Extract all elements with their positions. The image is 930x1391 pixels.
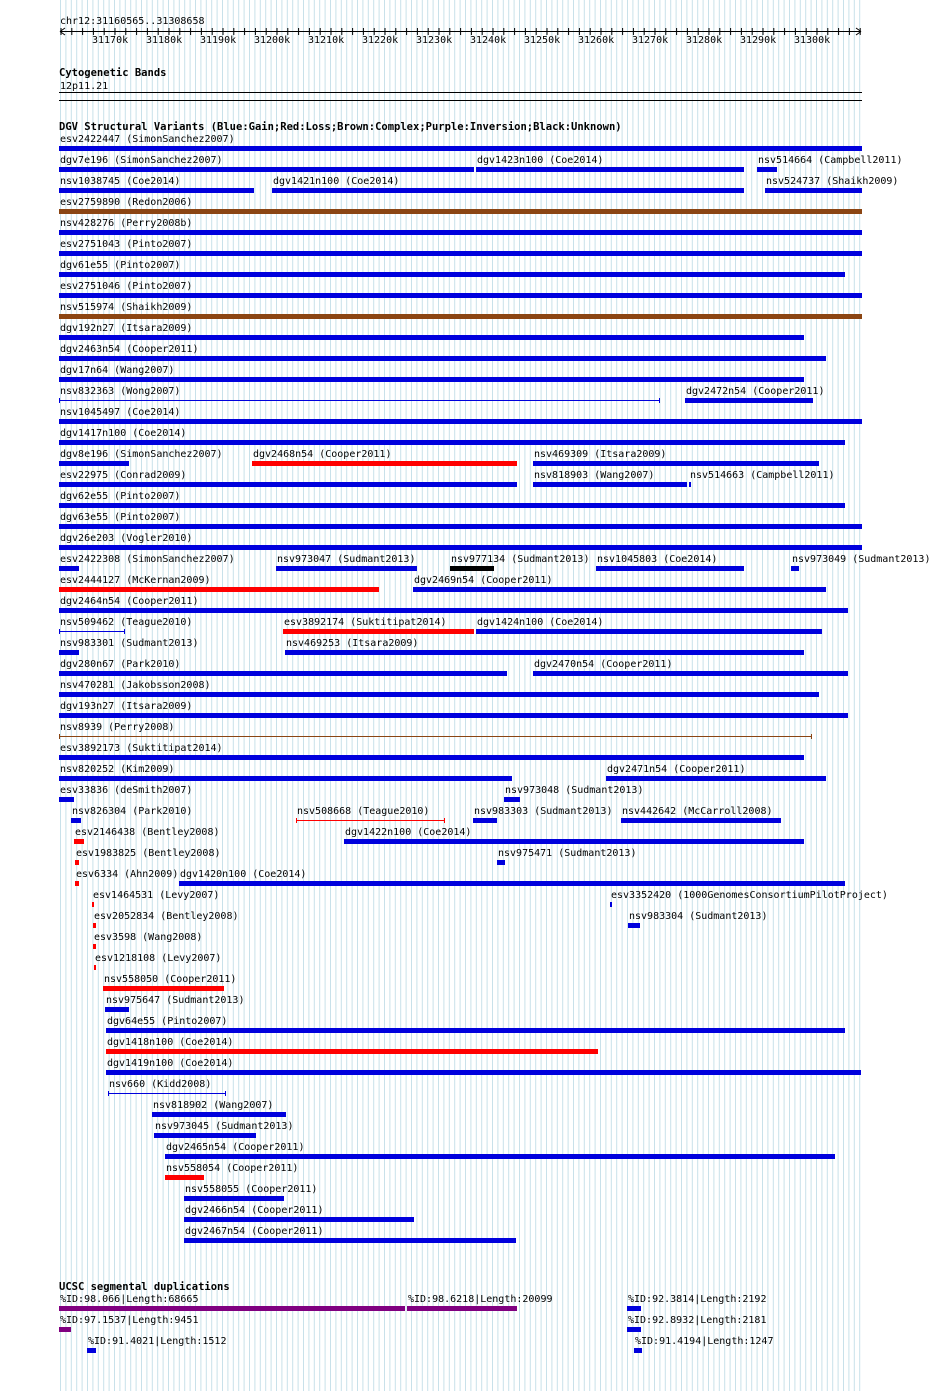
dgv-feature-bar[interactable] <box>184 1196 284 1201</box>
dgv-feature-label[interactable]: nsv983301 (Sudmant2013) <box>60 638 199 649</box>
ruler-tick-label: 31220k <box>362 35 399 46</box>
ruler-tick-label: 31170k <box>92 35 129 46</box>
dgv-feature-bar[interactable] <box>59 713 848 718</box>
dgv-feature-line[interactable] <box>59 631 124 632</box>
segdup-feature-label[interactable]: %ID:91.4021|Length:1512 <box>88 1336 227 1347</box>
dgv-feature-bar[interactable] <box>59 650 79 655</box>
dgv-feature-bar[interactable] <box>59 419 862 424</box>
dgv-feature-bar[interactable] <box>75 860 79 865</box>
dgv-feature-label[interactable]: nsv820252 (Kim2009) <box>60 764 175 775</box>
dgv-track-title[interactable]: DGV Structural Variants (Blue:Gain;Red:Loss;Brown:Complex;Purple:Inversion;Black:Unknown) <box>59 121 622 133</box>
segdup-feature-label[interactable]: %ID:91.4194|Length:1247 <box>635 1336 774 1347</box>
dgv-feature-label[interactable]: nsv818902 (Wang2007) <box>153 1100 274 1111</box>
dgv-feature-label[interactable]: dgv1422n100 (Coe2014) <box>345 827 472 838</box>
segdup-feature-bar[interactable] <box>627 1306 641 1311</box>
dgv-feature-bar[interactable] <box>344 839 804 844</box>
dgv-feature-bar[interactable] <box>105 1007 129 1012</box>
dgv-feature-bar[interactable] <box>75 881 79 886</box>
dgv-feature-label[interactable]: dgv1421n100 (Coe2014) <box>273 176 400 187</box>
dgv-feature-label[interactable]: esv33836 (deSmith2007) <box>60 785 193 796</box>
dgv-feature-bar[interactable] <box>504 797 520 802</box>
dgv-feature-label[interactable]: nsv973047 (Sudmant2013) <box>277 554 416 565</box>
dgv-feature-label[interactable]: esv1464531 (Levy2007) <box>93 890 220 901</box>
dgv-feature-bar[interactable] <box>59 566 79 571</box>
dgv-feature-bar[interactable] <box>533 461 819 466</box>
segdup-feature-bar[interactable] <box>59 1327 71 1332</box>
dgv-feature-bar[interactable] <box>272 188 744 193</box>
dgv-feature-bar[interactable] <box>152 1112 286 1117</box>
dgv-feature-bar[interactable] <box>59 209 862 214</box>
dgv-feature-bar[interactable] <box>596 566 744 571</box>
dgv-feature-bar[interactable] <box>59 776 512 781</box>
dgv-feature-label[interactable]: dgv8e196 (SimonSanchez2007) <box>60 449 223 460</box>
dgv-feature-label[interactable]: nsv975647 (Sudmant2013) <box>106 995 245 1006</box>
dgv-feature-bar[interactable] <box>628 923 640 928</box>
dgv-feature-label[interactable]: esv6334 (Ahn2009) <box>76 869 179 880</box>
dgv-feature-bar[interactable] <box>184 1217 414 1222</box>
dgv-feature-bar[interactable] <box>276 566 417 571</box>
dgv-feature-bar[interactable] <box>59 608 848 613</box>
ruler-tick-label: 31270k <box>632 35 669 46</box>
dgv-feature-label[interactable]: esv2052834 (Bentley2008) <box>94 911 239 922</box>
dgv-feature-bar[interactable] <box>59 545 862 550</box>
cytoband-line-bottom <box>59 100 862 101</box>
dgv-feature-label[interactable]: dgv2471n54 (Cooper2011) <box>607 764 746 775</box>
dgv-feature-endcap <box>59 734 60 739</box>
segdup-feature-label[interactable]: %ID:98.6218|Length:20099 <box>408 1294 553 1305</box>
dgv-feature-endcap <box>59 629 60 634</box>
dgv-feature-bar[interactable] <box>59 335 804 340</box>
dgv-feature-label[interactable]: esv3352420 (1000GenomesConsortiumPilotProject) <box>611 890 888 901</box>
dgv-feature-bar[interactable] <box>93 944 96 949</box>
dgv-feature-bar[interactable] <box>184 1238 516 1243</box>
dgv-feature-label[interactable]: dgv1423n100 (Coe2014) <box>477 155 604 166</box>
cytoband-title: Cytogenetic Bands <box>59 67 167 79</box>
dgv-feature-label[interactable]: nsv977134 (Sudmant2013) <box>451 554 590 565</box>
dgv-feature-bar[interactable] <box>106 1070 861 1075</box>
dgv-feature-endcap <box>59 398 60 403</box>
dgv-feature-label[interactable]: dgv2467n54 (Cooper2011) <box>185 1226 324 1237</box>
dgv-feature-label[interactable]: nsv515974 (Shaikh2009) <box>60 302 193 313</box>
dgv-feature-label[interactable]: nsv973049 (Sudmant2013) <box>792 554 930 565</box>
dgv-feature-bar[interactable] <box>791 566 799 571</box>
dgv-feature-bar[interactable] <box>610 902 612 907</box>
dgv-feature-label[interactable]: esv2751046 (Pinto2007) <box>60 281 193 292</box>
dgv-feature-label[interactable]: esv3892174 (Suktitipat2014) <box>284 617 447 628</box>
dgv-feature-bar[interactable] <box>59 251 862 256</box>
dgv-feature-bar[interactable] <box>285 650 804 655</box>
dgv-feature-label[interactable]: nsv1045497 (Coe2014) <box>60 407 181 418</box>
dgv-feature-label[interactable]: esv2146438 (Bentley2008) <box>75 827 220 838</box>
dgv-feature-bar[interactable] <box>59 587 379 592</box>
dgv-feature-label[interactable]: dgv2469n54 (Cooper2011) <box>414 575 553 586</box>
dgv-feature-label[interactable]: esv2759890 (Redon2006) <box>60 197 193 208</box>
dgv-feature-label[interactable]: esv22975 (Conrad2009) <box>60 470 187 481</box>
dgv-feature-bar[interactable] <box>59 272 845 277</box>
dgv-feature-label[interactable]: dgv280n67 (Park2010) <box>60 659 181 670</box>
dgv-feature-bar[interactable] <box>59 356 826 361</box>
dgv-feature-label[interactable]: dgv2466n54 (Cooper2011) <box>185 1205 324 1216</box>
dgv-feature-label[interactable]: esv2751043 (Pinto2007) <box>60 239 193 250</box>
dgv-feature-label[interactable]: dgv62e55 (Pinto2007) <box>60 491 181 502</box>
segdup-feature-bar[interactable] <box>627 1327 641 1332</box>
dgv-feature-label[interactable]: dgv2465n54 (Cooper2011) <box>166 1142 305 1153</box>
dgv-feature-bar[interactable] <box>689 482 691 487</box>
dgv-feature-label[interactable]: nsv8939 (Perry2008) <box>60 722 175 733</box>
dgv-feature-bar[interactable] <box>103 986 224 991</box>
dgv-feature-label[interactable]: nsv973045 (Sudmant2013) <box>155 1121 294 1132</box>
dgv-feature-label[interactable]: esv2444127 (McKernan2009) <box>60 575 211 586</box>
dgv-feature-label[interactable]: nsv469253 (Itsara2009) <box>286 638 419 649</box>
ruler-tick-label: 31180k <box>146 35 183 46</box>
dgv-feature-endcap <box>296 818 297 823</box>
segdup-feature-bar[interactable] <box>634 1348 642 1353</box>
dgv-feature-label[interactable]: nsv1045803 (Coe2014) <box>597 554 718 565</box>
dgv-feature-label[interactable]: nsv442642 (McCarroll2008) <box>622 806 773 817</box>
dgv-feature-bar[interactable] <box>533 671 848 676</box>
dgv-feature-label[interactable]: nsv983304 (Sudmant2013) <box>629 911 768 922</box>
ruler-tick-label: 31230k <box>416 35 453 46</box>
dgv-feature-bar[interactable] <box>59 755 804 760</box>
dgv-feature-line[interactable] <box>59 736 811 737</box>
dgv-feature-bar[interactable] <box>94 965 96 970</box>
dgv-feature-label[interactable]: nsv973048 (Sudmant2013) <box>505 785 644 796</box>
dgv-feature-endcap <box>108 1091 109 1096</box>
dgv-feature-label[interactable]: nsv832363 (Wong2007) <box>60 386 181 397</box>
dgv-feature-label[interactable]: dgv2464n54 (Cooper2011) <box>60 596 199 607</box>
dgv-feature-label[interactable]: dgv2472n54 (Cooper2011) <box>686 386 825 397</box>
ruler-tick-label: 31280k <box>686 35 723 46</box>
dgv-feature-label[interactable]: nsv983303 (Sudmant2013) <box>474 806 613 817</box>
dgv-feature-bar[interactable] <box>476 167 744 172</box>
segdup-track-title[interactable]: UCSC segmental duplications <box>59 1281 230 1293</box>
segdup-feature-label[interactable]: %ID:92.8932|Length:2181 <box>628 1315 767 1326</box>
dgv-feature-bar[interactable] <box>59 167 474 172</box>
dgv-feature-bar[interactable] <box>59 524 862 529</box>
dgv-feature-bar[interactable] <box>473 818 497 823</box>
dgv-feature-label[interactable]: nsv818903 (Wang2007) <box>534 470 655 481</box>
dgv-feature-label[interactable]: nsv558050 (Cooper2011) <box>104 974 237 985</box>
dgv-feature-bar[interactable] <box>59 188 254 193</box>
ruler-tick-label: 31250k <box>524 35 561 46</box>
dgv-feature-line[interactable] <box>59 400 659 401</box>
ruler-position-label: chr12:31160565..31308658 <box>60 16 205 27</box>
dgv-feature-label[interactable]: dgv1417n100 (Coe2014) <box>60 428 187 439</box>
dgv-feature-label[interactable]: dgv26e203 (Vogler2010) <box>60 533 193 544</box>
segdup-feature-bar[interactable] <box>59 1306 405 1311</box>
segdup-feature-bar[interactable] <box>87 1348 96 1353</box>
dgv-feature-bar[interactable] <box>59 797 74 802</box>
dgv-feature-bar[interactable] <box>71 818 81 823</box>
dgv-feature-label[interactable]: nsv558054 (Cooper2011) <box>166 1163 299 1174</box>
dgv-feature-bar[interactable] <box>59 377 804 382</box>
segdup-feature-bar[interactable] <box>407 1306 517 1311</box>
dgv-feature-bar[interactable] <box>621 818 781 823</box>
dgv-feature-bar[interactable] <box>533 482 687 487</box>
dgv-feature-label[interactable]: dgv7e196 (SimonSanchez2007) <box>60 155 223 166</box>
dgv-feature-label[interactable]: nsv514663 (Campbell2011) <box>690 470 835 481</box>
dgv-feature-label[interactable]: nsv428276 (Perry2008b) <box>60 218 193 229</box>
dgv-feature-label[interactable]: esv2422308 (SimonSanchez2007) <box>60 554 235 565</box>
dgv-feature-label[interactable]: dgv1419n100 (Coe2014) <box>107 1058 234 1069</box>
dgv-feature-label[interactable]: dgv192n27 (Itsara2009) <box>60 323 193 334</box>
dgv-feature-bar[interactable] <box>106 1049 598 1054</box>
dgv-feature-bar[interactable] <box>154 1133 256 1138</box>
dgv-feature-endcap <box>444 818 445 823</box>
dgv-feature-bar[interactable] <box>252 461 517 466</box>
dgv-feature-label[interactable]: dgv2470n54 (Cooper2011) <box>534 659 673 670</box>
dgv-feature-label[interactable]: esv2422447 (SimonSanchez2007) <box>60 134 235 145</box>
dgv-feature-bar[interactable] <box>92 902 94 907</box>
dgv-feature-endcap <box>811 734 812 739</box>
dgv-feature-label[interactable]: dgv1424n100 (Coe2014) <box>477 617 604 628</box>
dgv-feature-label[interactable]: esv3892173 (Suktitipat2014) <box>60 743 223 754</box>
segdup-feature-label[interactable]: %ID:92.3814|Length:2192 <box>628 1294 767 1305</box>
dgv-feature-label[interactable]: nsv514664 (Campbell2011) <box>758 155 903 166</box>
dgv-feature-bar[interactable] <box>59 503 845 508</box>
ruler-tick-label: 31290k <box>740 35 777 46</box>
dgv-feature-label[interactable]: nsv558055 (Cooper2011) <box>185 1184 318 1195</box>
dgv-feature-bar[interactable] <box>283 629 474 634</box>
dgv-feature-bar[interactable] <box>59 293 862 298</box>
dgv-feature-bar[interactable] <box>165 1154 835 1159</box>
dgv-feature-label[interactable]: nsv509462 (Teague2010) <box>60 617 193 628</box>
dgv-feature-label[interactable]: esv1983825 (Bentley2008) <box>76 848 221 859</box>
dgv-feature-label[interactable]: dgv17n64 (Wang2007) <box>60 365 175 376</box>
segdup-feature-label[interactable]: %ID:97.1537|Length:9451 <box>60 1315 199 1326</box>
dgv-feature-label[interactable]: esv3598 (Wang2008) <box>94 932 203 943</box>
ruler-tick-label: 31300k <box>794 35 831 46</box>
dgv-feature-bar[interactable] <box>450 566 494 571</box>
ruler-tick-label: 31200k <box>254 35 291 46</box>
dgv-feature-label[interactable]: nsv826304 (Park2010) <box>72 806 193 817</box>
dgv-feature-label[interactable]: esv1218108 (Levy2007) <box>95 953 222 964</box>
dgv-feature-bar[interactable] <box>685 398 813 403</box>
segdup-feature-label[interactable]: %ID:98.066|Length:68665 <box>60 1294 199 1305</box>
dgv-feature-bar[interactable] <box>59 440 845 445</box>
dgv-feature-label[interactable]: nsv524737 (Shaikh2009) <box>766 176 899 187</box>
dgv-feature-bar[interactable] <box>59 482 517 487</box>
dgv-feature-bar[interactable] <box>106 1028 845 1033</box>
dgv-feature-label[interactable]: dgv61e55 (Pinto2007) <box>60 260 181 271</box>
dgv-feature-bar[interactable] <box>497 860 505 865</box>
cytoband-line-top <box>59 92 862 93</box>
dgv-feature-label[interactable]: nsv660 (Kidd2008) <box>109 1079 212 1090</box>
dgv-feature-bar[interactable] <box>59 314 862 319</box>
dgv-feature-line[interactable] <box>296 820 444 821</box>
dgv-feature-endcap <box>225 1091 226 1096</box>
dgv-feature-label[interactable]: dgv1420n100 (Coe2014) <box>180 869 307 880</box>
dgv-feature-bar[interactable] <box>413 587 826 592</box>
dgv-feature-label[interactable]: dgv63e55 (Pinto2007) <box>60 512 181 523</box>
ruler-tick-label: 31240k <box>470 35 507 46</box>
ruler-tick-label: 31190k <box>200 35 237 46</box>
dgv-feature-label[interactable]: dgv1418n100 (Coe2014) <box>107 1037 234 1048</box>
dgv-feature-bar[interactable] <box>59 692 819 697</box>
dgv-feature-label[interactable]: nsv508668 (Teague2010) <box>297 806 430 817</box>
dgv-feature-bar[interactable] <box>93 923 96 928</box>
dgv-feature-label[interactable]: nsv1038745 (Coe2014) <box>60 176 181 187</box>
ruler-tick-label: 31210k <box>308 35 345 46</box>
ruler-tick-label: 31260k <box>578 35 615 46</box>
dgv-feature-line[interactable] <box>108 1093 225 1094</box>
dgv-feature-bar[interactable] <box>74 839 84 844</box>
dgv-feature-label[interactable]: nsv470281 (Jakobsson2008) <box>60 680 211 691</box>
dgv-feature-bar[interactable] <box>59 230 862 235</box>
dgv-feature-bar[interactable] <box>59 671 507 676</box>
dgv-feature-bar[interactable] <box>765 188 862 193</box>
dgv-feature-bar[interactable] <box>59 146 862 151</box>
dgv-feature-label[interactable]: dgv193n27 (Itsara2009) <box>60 701 193 712</box>
dgv-feature-label[interactable]: nsv469309 (Itsara2009) <box>534 449 667 460</box>
cytoband-label: 12p11.21 <box>60 81 109 92</box>
dgv-feature-endcap <box>659 398 660 403</box>
dgv-feature-label[interactable]: dgv64e55 (Pinto2007) <box>107 1016 228 1027</box>
dgv-feature-bar[interactable] <box>476 629 822 634</box>
dgv-feature-bar[interactable] <box>179 881 845 886</box>
dgv-feature-endcap <box>124 629 125 634</box>
dgv-feature-bar[interactable] <box>165 1175 204 1180</box>
dgv-feature-label[interactable]: dgv2468n54 (Cooper2011) <box>253 449 392 460</box>
dgv-feature-label[interactable]: dgv2463n54 (Cooper2011) <box>60 344 199 355</box>
dgv-feature-bar[interactable] <box>606 776 826 781</box>
dgv-feature-bar[interactable] <box>757 167 777 172</box>
dgv-feature-bar[interactable] <box>59 461 129 466</box>
dgv-feature-label[interactable]: nsv975471 (Sudmant2013) <box>498 848 637 859</box>
